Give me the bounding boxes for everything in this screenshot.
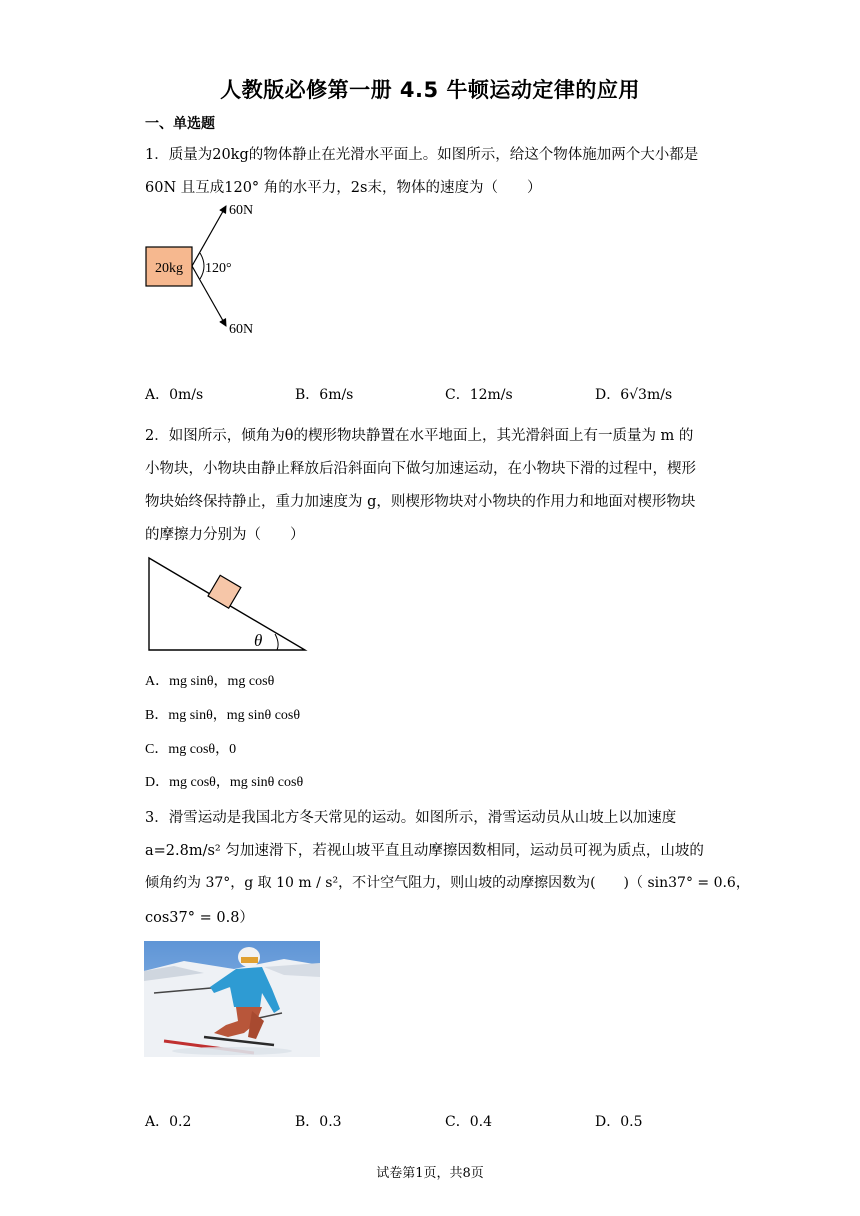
q1-force-diagram xyxy=(140,195,270,340)
q3-text-line1: 3．滑雪运动是我国北方冬天常见的运动。如图所示，滑雪运动员从山坡上以加速度 xyxy=(145,810,677,826)
q1-option-d[interactable]: D．6√3m/s xyxy=(595,387,673,403)
section-heading: 一、单选题 xyxy=(145,116,215,132)
theta-label: θ xyxy=(254,631,263,650)
page-footer: 试卷第1页，共8页 xyxy=(376,1166,484,1181)
q1-text-line1: 1．质量为20kg的物体静止在光滑水平面上。如图所示，给这个物体施加两个大小都是 xyxy=(145,147,699,163)
force-label-top: 60N xyxy=(229,203,254,218)
q3-text-line3: 倾角约为 37°，g 取 10 m / s²，不计空气阻力，则山坡的动摩擦因数为( )（ sin37° = 0.6， xyxy=(145,875,750,891)
q2-wedge-diagram xyxy=(140,553,315,658)
q2-option-c[interactable]: C．mg cosθ，0 xyxy=(145,742,237,757)
angle-label: 120° xyxy=(205,261,232,276)
q3-text-line4: cos37° = 0.8） xyxy=(145,910,254,926)
mass-label: 20kg xyxy=(155,261,183,276)
q2-text-line1: 2．如图所示，倾角为θ的楔形物块静置在水平地面上，其光滑斜面上有一质量为 m 的 xyxy=(145,428,694,444)
q1-option-a[interactable]: A．0m/s xyxy=(145,387,204,403)
force-arrow-top xyxy=(192,206,226,266)
q1-option-c[interactable]: C．12m/s xyxy=(445,387,513,403)
q2-text-line3: 物块始终保持静止，重力加速度为 g，则楔形物块对小物块的作用力和地面对楔形物块 xyxy=(145,494,696,510)
q2-option-d[interactable]: D．mg cosθ，mg sinθ cosθ xyxy=(145,775,304,790)
q3-text-line2: a=2.8m/s² 匀加速滑下，若视山坡平直且动摩擦因数相同，运动员可视为质点，山坡的 xyxy=(145,843,704,859)
q2-option-a[interactable]: A．mg sinθ，mg cosθ xyxy=(145,674,275,689)
q1-option-b[interactable]: B．6m/s xyxy=(295,387,354,403)
q3-option-c[interactable]: C．0.4 xyxy=(445,1114,492,1130)
q1-text-line2: 60N 且互成120° 角的水平力，2s末，物体的速度为（ ） xyxy=(145,180,542,196)
q3-option-a[interactable]: A．0.2 xyxy=(145,1114,192,1130)
q2-text-line2: 小物块，小物块由静止释放后沿斜面向下做匀加速运动，在小物块下滑的过程中，楔形 xyxy=(145,461,696,477)
q3-option-d[interactable]: D．0.5 xyxy=(595,1114,643,1130)
angle-arc xyxy=(200,253,204,279)
page-title: 人教版必修第一册 4.5 牛顿运动定律的应用 xyxy=(220,78,640,102)
q2-text-line4: 的摩擦力分别为（ ） xyxy=(145,527,305,543)
skier-photo xyxy=(144,941,320,1057)
force-label-bottom: 60N xyxy=(229,322,254,337)
q3-option-b[interactable]: B．0.3 xyxy=(295,1114,342,1130)
q2-option-b[interactable]: B．mg sinθ，mg sinθ cosθ xyxy=(145,708,301,723)
